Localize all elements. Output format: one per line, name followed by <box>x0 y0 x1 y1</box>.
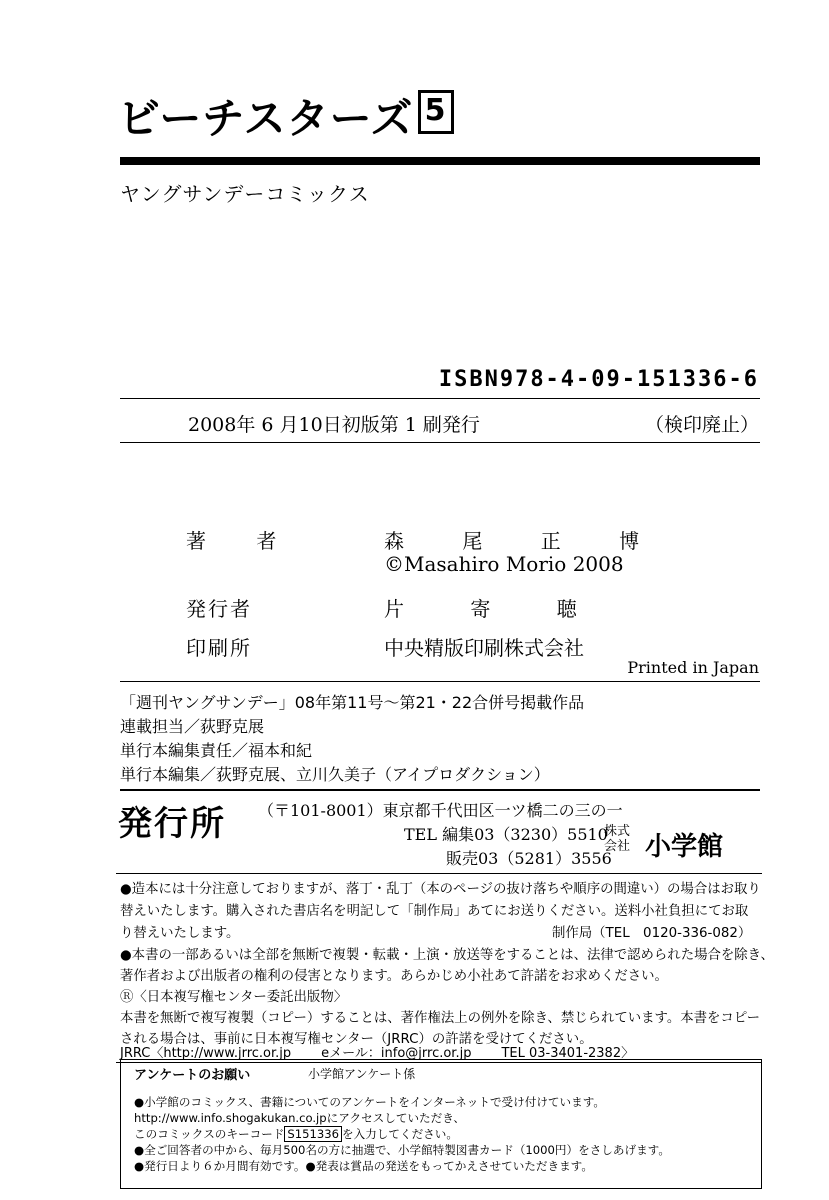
issuer-tel-editorial: TEL 編集03（3230）5510 <box>404 825 608 844</box>
notice-line: Ⓡ〈日本複写権センター委託出版物〉 <box>120 990 348 1005</box>
issuer-tel-sales: 販売03（5281）3556 <box>446 849 612 868</box>
author-label: 著 者 <box>186 529 299 553</box>
notice-line: される場合は、事前に日本複写権センター（JRRC）の許諾を受けてください。 <box>120 1032 593 1047</box>
production-contact: 制作局（TEL 0120-336-082） <box>552 926 752 941</box>
notice-line: 本書を無断で複写複製（コピー）することは、著作権法上の例外を除き、禁じられています。本書をコピー <box>120 1011 761 1026</box>
seal-note: （検印廃止） <box>644 414 759 436</box>
printed-in: Printed in Japan <box>627 658 759 677</box>
book-title <box>118 86 454 146</box>
survey-line: ●発行日より６か月間有効です。●発表は賞品の発送をもってかえさせていただきます。 <box>134 1159 593 1173</box>
survey-code-prefix: このコミックスのキーコード <box>134 1127 285 1141</box>
publisher-label: 発行者 <box>186 597 252 621</box>
serial-line: 単行本編集責任／福本和紀 <box>120 741 313 760</box>
notice-line: 著作者および出版者の権利の侵害となります。あらかじめ小社あて許諾をお求めください。 <box>120 969 668 984</box>
jrrc-tel: TEL 03-3401-2382〉 <box>501 1046 635 1061</box>
author-name: 森 尾 正 博 <box>384 529 666 553</box>
series-name: ヤングサンデーコミックス <box>120 182 370 206</box>
notice-line: ●造本には十分注意しておりますが、落丁・乱丁（本のページの抜け落ちや順序の間違い）の場合はお取り <box>120 882 761 897</box>
company-type: 株式会社 <box>604 824 631 854</box>
survey-code-suffix: を入力してください。 <box>342 1127 458 1141</box>
survey-url-line: http://www.info.shogakukan.co.jpにアクセスしていただき、 <box>134 1111 465 1125</box>
volume-number-box: 5 <box>418 90 454 134</box>
jrrc-site: JRRC〈http://www.jrrc.or.jp <box>120 1046 292 1061</box>
isbn-rule <box>120 398 760 399</box>
serial-rule-top <box>120 681 760 682</box>
key-code: S151336 <box>284 1126 342 1142</box>
printer-label: 印刷所 <box>186 636 252 660</box>
isbn: ISBN978-4-09-151336-6 <box>438 367 759 392</box>
copyright: ©Masahiro Morio 2008 <box>384 552 624 576</box>
notice-line: ●本書の一部あるいは全部を無断で複製・転載・上演・放送等をすることは、法律で認められた場合を除き、 <box>120 948 774 963</box>
date-rule <box>120 442 760 443</box>
issuer-address: （〒101-8001）東京都千代田区一ツ橋二の三の一 <box>258 801 623 820</box>
printer-name: 中央精版印刷株式会社 <box>384 636 584 660</box>
notice-line: り替えいたします。 <box>120 926 240 941</box>
publisher-name: 片 寄 聴 <box>384 597 607 621</box>
survey-line: ●全ご回答者の中から、毎月500名の方に抽選で、小学館特製図書カード（1000円）をさしあげます。 <box>134 1143 670 1157</box>
book-title-text: ビーチスターズ <box>118 94 414 143</box>
survey-line: ●小学館のコミックス、書籍についてのアンケートをインターネットで受け付けています。 <box>134 1095 605 1109</box>
survey-title: アンケートのお願い <box>134 1068 251 1083</box>
jrrc-email: eメール：info@jrrc.or.jp <box>321 1046 472 1061</box>
title-rule <box>120 157 760 165</box>
serial-line: 単行本編集／荻野克展、立川久美子（アイプロダクション） <box>120 765 550 784</box>
serial-line: 連載担当／荻野克展 <box>120 717 265 736</box>
serial-rule-bottom <box>120 789 760 791</box>
issuer-label: 発行所 <box>118 804 226 844</box>
serial-line: 「週刊ヤングサンデー」08年第11号〜第21・22合併号掲載作品 <box>120 693 585 712</box>
publication-date: 2008年 6 月10日初版第 1 刷発行 <box>188 414 480 436</box>
survey-code-line <box>134 1126 458 1142</box>
survey-dept: 小学館アンケート係 <box>308 1067 416 1081</box>
notice-line: 替えいたします。購入された書店名を明記して「制作局」あてにお送りください。送料小社負担にてお取 <box>120 904 749 919</box>
company-name: 小学館 <box>645 832 724 862</box>
